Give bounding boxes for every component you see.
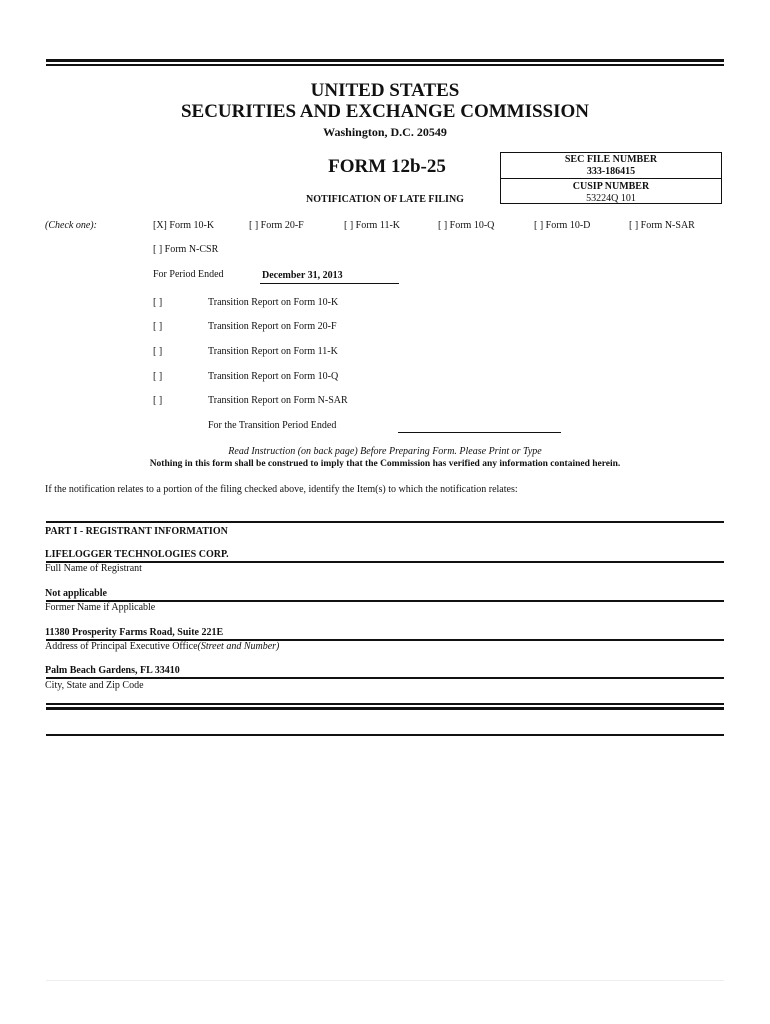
header-country: UNITED STATES xyxy=(310,80,460,101)
city-rule xyxy=(46,677,724,679)
transition-period-label: For the Transition Period Ended xyxy=(208,420,337,431)
registrant-name-rule xyxy=(46,561,724,563)
part1-heading: PART I - REGISTRANT INFORMATION xyxy=(45,526,228,537)
header-agency: SECURITIES AND EXCHANGE COMMISSION xyxy=(180,101,590,122)
transition-10q-label: Transition Report on Form 10-Q xyxy=(208,371,339,382)
header-location: Washington, D.C. 20549 xyxy=(323,125,447,139)
transition-nsar-label: Transition Report on Form N-SAR xyxy=(208,395,348,406)
disclaimer-line: Nothing in this form shall be construed to imply that the Commission has verified any information contained herein. xyxy=(149,459,621,469)
option-form-10d[interactable]: [ ] Form 10-D xyxy=(534,220,591,231)
sec-file-value: 333-186415 xyxy=(586,166,636,177)
address-value[interactable]: 11380 Prosperity Farms Road, Suite 221E xyxy=(45,627,224,638)
option-form-ncsr[interactable]: [ ] Form N-CSR xyxy=(153,244,219,255)
sec-file-label: SEC FILE NUMBER xyxy=(564,154,658,165)
cusip-value: 53224Q 101 xyxy=(586,193,636,204)
period-ended-value[interactable]: December 31, 2013 xyxy=(262,270,343,281)
top-rule-1 xyxy=(46,59,724,62)
notification-note: If the notification relates to a portion of the filing checked above, identify the Item(s) to which the notification relates: xyxy=(45,484,518,495)
address-label-italic: (Street and Number) xyxy=(197,641,280,652)
registrant-name-label: Full Name of Registrant xyxy=(45,563,142,574)
form-subtitle: NOTIFICATION OF LATE FILING xyxy=(306,194,464,205)
transition-11k-box[interactable]: [ ] xyxy=(153,346,163,357)
bottom-rule-3 xyxy=(46,734,724,736)
transition-nsar-box[interactable]: [ ] xyxy=(153,395,163,406)
form-title: FORM 12b-25 xyxy=(328,156,446,177)
transition-11k-label: Transition Report on Form 11-K xyxy=(208,346,338,357)
check-one-label: (Check one): xyxy=(45,220,97,231)
option-form-10k[interactable]: [X] Form 10-K xyxy=(153,220,215,231)
transition-period-underline[interactable] xyxy=(398,432,561,433)
bottom-rule-1 xyxy=(46,703,724,705)
option-form-nsar[interactable]: [ ] Form N-SAR xyxy=(629,220,695,231)
page-footer-rule xyxy=(46,980,724,981)
address-label xyxy=(45,641,279,652)
period-ended-underline xyxy=(260,283,399,284)
instructions-line: Read Instruction (on back page) Before Preparing Form. Please Print or Type xyxy=(228,446,542,457)
period-ended-label: For Period Ended xyxy=(153,269,224,280)
transition-20f-box[interactable]: [ ] xyxy=(153,321,163,332)
option-form-11k[interactable]: [ ] Form 11-K xyxy=(344,220,401,231)
transition-10k-label: Transition Report on Form 10-K xyxy=(208,297,339,308)
former-name-label: Former Name if Applicable xyxy=(45,602,156,613)
bottom-rule-2 xyxy=(46,707,724,710)
transition-10k-box[interactable]: [ ] xyxy=(153,297,163,308)
city-label: City, State and Zip Code xyxy=(45,680,144,691)
option-form-10q[interactable]: [ ] Form 10-Q xyxy=(438,220,495,231)
address-label-text: Address of Principal Executive Office xyxy=(45,641,198,652)
sec-box-divider xyxy=(501,178,721,179)
top-rule-2 xyxy=(46,64,724,66)
city-value[interactable]: Palm Beach Gardens, FL 33410 xyxy=(45,665,180,676)
registrant-name[interactable]: LIFELOGGER TECHNOLOGIES CORP. xyxy=(45,549,229,560)
option-form-20f[interactable]: [ ] Form 20-F xyxy=(249,220,304,231)
sec-file-box xyxy=(500,152,722,204)
transition-20f-label: Transition Report on Form 20-F xyxy=(208,321,337,332)
transition-10q-box[interactable]: [ ] xyxy=(153,371,163,382)
cusip-label: CUSIP NUMBER xyxy=(572,181,650,192)
part1-top-rule xyxy=(46,521,724,523)
former-name[interactable]: Not applicable xyxy=(45,588,107,599)
